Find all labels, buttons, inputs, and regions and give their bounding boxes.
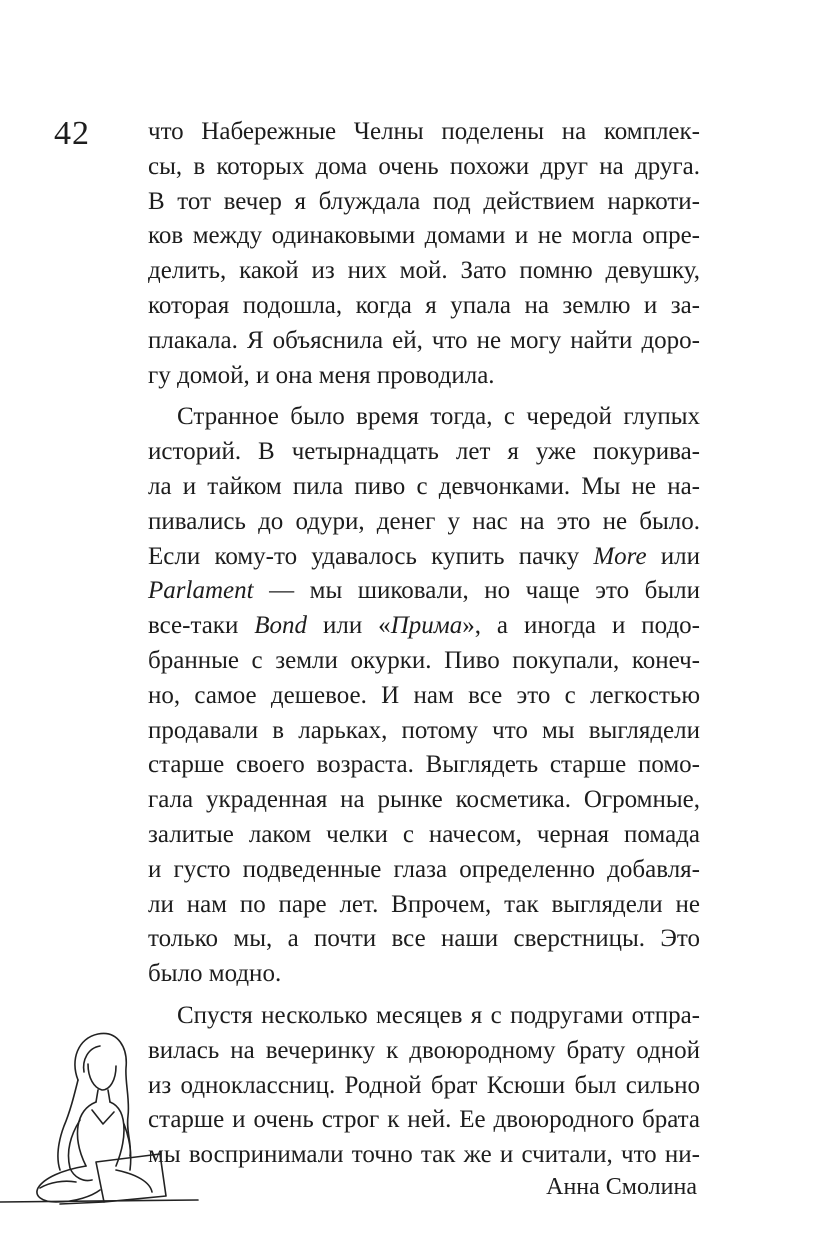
text-line: из одноклассниц. Родной брат Ксюши был сильно bbox=[148, 1071, 700, 1099]
text-line: ла и тайком пила пиво с девчонками. Мы не на- bbox=[148, 472, 700, 500]
text-line: но, самое дешевое. И нам все это с легкостью bbox=[148, 681, 700, 709]
text-line: вилась на вечеринку к двоюродному брату одной bbox=[148, 1036, 700, 1064]
text-line: историй. В четырнадцать лет я уже покурива- bbox=[148, 438, 700, 466]
text-line: гу домой, и она меня проводила. bbox=[148, 361, 495, 389]
text-line: которая подошла, когда я упала на землю и за- bbox=[148, 291, 700, 319]
brand-name: Bond bbox=[254, 612, 308, 640]
page-number: 42 bbox=[54, 115, 90, 152]
text-line: бранные с земли окурки. Пиво покупали, конеч- bbox=[148, 646, 700, 674]
brand-name: Parlament bbox=[148, 577, 254, 605]
text-line: мы воспринимали точно так же и считали, что ни- bbox=[148, 1141, 700, 1169]
footer-author: Анна Смолина bbox=[546, 1174, 697, 1200]
text-line: Спустя несколько месяцев я с подругами отпра- bbox=[177, 1001, 700, 1029]
text-run: все-таки bbox=[148, 612, 255, 640]
text-run: », а иногда и подо- bbox=[462, 612, 700, 640]
text-line bbox=[148, 609, 700, 644]
text-run: — мы шиковали, но чаще это были bbox=[253, 577, 700, 605]
text-line: ков между одинаковыми домами и не могла опре- bbox=[148, 222, 700, 250]
text-line: только мы, а почти все наши сверстницы. Это bbox=[148, 925, 700, 953]
text-line: залитые лаком челки с начесом, черная помада bbox=[148, 820, 700, 848]
text-run: или « bbox=[307, 612, 391, 640]
text-line: продавали в ларьках, потому что мы выглядели bbox=[148, 716, 700, 744]
text-line: сы, в которых дома очень похожи друг на друга. bbox=[148, 152, 700, 180]
brand-name: More bbox=[593, 542, 647, 570]
text-line: Странное было время тогда, с чередой глупых bbox=[177, 403, 700, 431]
text-line: было модно. bbox=[148, 960, 282, 988]
text-line: делить, какой из них мой. Зато помню девушку, bbox=[148, 257, 700, 285]
text-line: старше своего возраста. Выглядеть старше помо- bbox=[148, 751, 700, 779]
text-line: пивались до одури, денег у нас на это не было. bbox=[148, 507, 700, 535]
text-run: Если кому-то удавалось купить пачку bbox=[148, 542, 594, 570]
text-line bbox=[148, 574, 700, 609]
girl-with-laptop-illustration bbox=[0, 1020, 210, 1210]
text-line: старше и очень строг к ней. Ее двоюродного брата bbox=[148, 1106, 700, 1134]
text-line bbox=[148, 540, 700, 575]
text-line: и густо подведенные глаза определенно добавля- bbox=[148, 855, 700, 883]
text-line: В тот вечер я блуждала под действием наркоти- bbox=[148, 187, 700, 215]
text-line: что Набережные Челны поделены на комплек- bbox=[148, 118, 700, 145]
brand-name: Прима bbox=[390, 612, 463, 640]
text-run: или bbox=[646, 542, 700, 570]
text-line: гала украденная на рынке косметика. Огромные, bbox=[148, 786, 700, 814]
text-line: ли нам по паре лет. Впрочем, так выглядели не bbox=[148, 890, 700, 918]
text-line: плакала. Я объяснила ей, что не могу найти доро- bbox=[148, 326, 700, 354]
body-text bbox=[148, 115, 700, 1173]
